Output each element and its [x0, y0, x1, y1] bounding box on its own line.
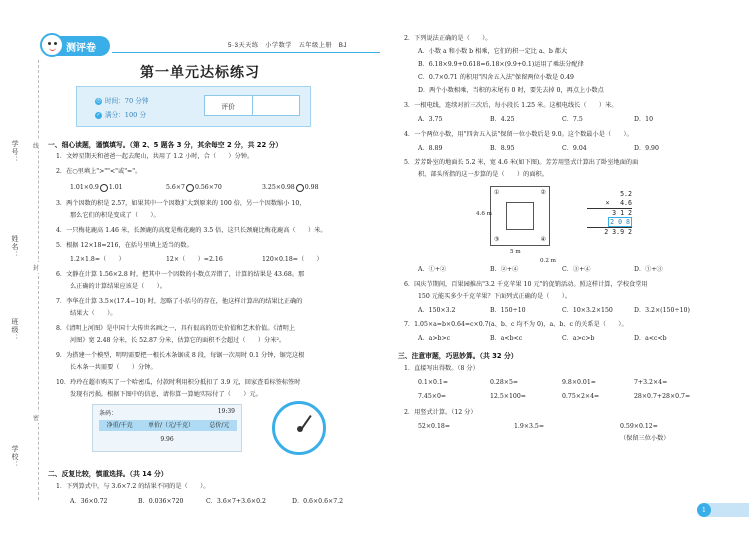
room-inner-rect — [506, 202, 534, 230]
vertical-calc: 52×0.18= — [418, 423, 451, 430]
question-10-cont: 发现有污损。根据下图中的信息，请你算一算她实际付了（ ）元。 — [70, 391, 262, 398]
option-b: B．0.036×720 — [138, 498, 184, 505]
oral-calc: 9.8×0.01= — [562, 379, 596, 386]
question-8-cont: 河图》宽 2.48 分米，长 52.87 分米，估算它的面积不会超过（ ）分米²。 — [70, 337, 286, 344]
compare-circle[interactable] — [100, 184, 108, 192]
net-weight-label: 净重/千克 — [106, 422, 133, 429]
vm-row: 2 3.9 2 — [587, 227, 632, 237]
choice-5-cont: 积，部头所指的这一步算的是（ ）的面积。 — [418, 171, 548, 178]
compare-item: 5.6×7 0.56×70 — [166, 184, 222, 191]
option-b: B．6.18×9.9+0.618=6.18×(9.9+0.1)运用了乘法分配律 — [418, 61, 584, 68]
full-score: 满分：100 分 — [105, 111, 147, 119]
compare-circle[interactable] — [296, 184, 304, 192]
option-b: B．4.25 — [490, 116, 515, 123]
choice-2: 2．下列说法正确的是（ ）。 — [404, 35, 492, 42]
option-d: D．9.90 — [634, 145, 659, 152]
oral-calc: 7+3.2×4= — [634, 379, 668, 386]
choice-1: 1．下列算式中，与 3.6×7.2 的结果不同的是（ ）。 — [56, 483, 210, 490]
total-price-label: 总价/元 — [209, 422, 230, 429]
question-3: 3．两个因数的积是 2.57，如果其中一个因数扩大到原来的 100 倍，另一个因数缩小 10， — [56, 200, 306, 207]
page-number: 1 — [697, 503, 711, 517]
school-label: 学校： — [11, 445, 19, 469]
option-b: B．8.95 — [490, 145, 515, 152]
choice-6-cont: 150 元能买多少千克苹果？下面列式正确的是（ ）。 — [418, 293, 571, 300]
question-6-cont: 么正确的计算结果应该是（ ）。 — [70, 283, 166, 290]
option-a: A．36×0.72 — [70, 498, 108, 505]
compare-item: 1.01×0.9 1.01 — [70, 184, 123, 191]
option-a: A．150×3.2 — [418, 307, 456, 314]
choice-7: 7．1.05×a=b×0.64=c×0.7(a、b、c 均不为 0)，a、b、c 的关系是（ ）。 — [404, 321, 628, 328]
clock-icon: ◷ — [96, 97, 101, 104]
section-heading: 二、反复比较，慎重选择。（共 14 分） — [48, 470, 168, 478]
vm-row-highlighted: 2 0 8 — [610, 218, 630, 226]
header-rule — [112, 52, 380, 53]
option-c: C．a>c>b — [562, 335, 595, 342]
option-c: C．10×3.2×150 — [562, 307, 613, 314]
cut-mark: 线 — [33, 140, 39, 151]
binding-line — [38, 60, 39, 500]
vm-row: 5.2 — [620, 190, 632, 198]
vertical-calc: 1.9×3.5= — [514, 423, 545, 430]
option-a: A．8.89 — [418, 145, 443, 152]
choice-6: 6．国庆节期间，百果园推出"3.2 千克苹果 10 元"的促销活动。照这样计算，学校食堂用 — [404, 281, 648, 288]
time-limit: 时间：70 分钟 — [105, 97, 149, 105]
option-b: B．150÷10 — [490, 307, 526, 314]
question-7-cont: 结果大（ ）。 — [70, 310, 117, 317]
option-d: D．10 — [634, 116, 654, 123]
option-b: B．a<b<c — [490, 335, 523, 342]
cut-mark: 密 — [33, 412, 39, 423]
section-heading: 一、细心读题，谨慎填写。（第 2、5 题各 3 分，其余每空 2 分，共 22 分） — [48, 141, 283, 149]
oral-calc: 0.28×5= — [490, 379, 519, 386]
part-1: 1．直接写出得数。（8 分） — [404, 365, 479, 372]
vm-row: 3 1 2 — [612, 209, 632, 217]
option-b: B．②+④ — [490, 266, 519, 273]
part-2: 2．用竖式计算。（12 分） — [404, 409, 477, 416]
badge-label: 测评卷 — [66, 43, 96, 54]
question-6: 6．文静在计算 1.56×2.8 时，把其中一个因数的小数点弄错了，计算的结果是 43.68。那 — [56, 271, 305, 278]
vertical-calc: 0.59×0.12≈ — [620, 423, 658, 430]
rounding-note: （保留三位小数） — [620, 435, 670, 442]
option-c: C．9.04 — [562, 145, 587, 152]
tag-value: 9.96 — [160, 436, 174, 443]
option-d: D．3.2×(150÷10) — [634, 307, 690, 314]
section-heading: 三、注意审题，巧思妙算。（共 32 分） — [398, 352, 518, 360]
question-8: 8．《清明上河图》是中国十大传世名画之一，具有很高的历史价值和艺术价值。《清明上 — [56, 325, 296, 332]
region-label: ① — [494, 189, 500, 196]
room-diagram — [490, 186, 550, 246]
fill-item: 1.2×1.8=（ ） — [70, 256, 125, 263]
region-label: ③ — [494, 236, 500, 243]
page-title: 第一单元达标练习 — [140, 65, 260, 81]
oral-calc: 7.45×0= — [418, 393, 447, 400]
option-c: C．3.6×7+3.6×0.2 — [206, 498, 266, 505]
option-d: D．①+③ — [634, 266, 663, 273]
barcode-label: 条码： — [99, 410, 118, 417]
choice-4: 4．一个两位小数，用"四舍五入法"保留一位小数后是 9.0。这个数最小是（ ）。 — [404, 131, 633, 138]
name-label: 姓名： — [11, 235, 19, 259]
option-a: A．a>b>c — [418, 335, 451, 342]
oral-calc: 0.1×0.1= — [418, 379, 449, 386]
region-label: ④ — [540, 236, 546, 243]
width-label: 4.6 m — [476, 211, 492, 217]
question-7: 7．李华在计算 3.5×(17.4−10) 时，忽略了小括号的存在，他这样计算出的结果比正确的 — [56, 298, 303, 305]
option-a: A．①+② — [418, 266, 447, 273]
cut-mark: 封 — [33, 262, 39, 273]
region-label: ② — [540, 189, 546, 196]
compare-circle[interactable] — [186, 184, 194, 192]
option-d: D．两个小数相乘，当积的末尾有 0 时，要先去掉 0，再点上小数点 — [418, 87, 604, 94]
fill-item: 120×0.18=（ ） — [262, 256, 323, 263]
length-label: 5 m — [510, 249, 521, 255]
price-tag — [92, 404, 242, 452]
vertical-multiplication — [587, 190, 632, 237]
grade-cell[interactable] — [253, 96, 300, 115]
question-5: 5．根据 12×18=216，在括号里填上适当的数。 — [56, 242, 193, 249]
unit-price-label: 单价/（元/千克） — [147, 422, 195, 429]
question-4: 4．一只梅花鹿高 1.46 米，长颈鹿的高度是梅花鹿的 3.5 倍，这只长颈鹿比梅花鹿高（ ）米。 — [56, 227, 327, 234]
question-10: 10．玲玲在超市购买了一个哈密瓜，付款时利用积分抵扣了 3.9 元，回家查看标签标签时 — [56, 379, 301, 386]
vm-row: × 4.6 — [587, 199, 632, 209]
exam-info-box — [76, 86, 311, 127]
tag-time: 19:39 — [217, 408, 235, 415]
compare-item: 3.25×0.98 0.98 — [262, 184, 319, 191]
option-d: D．a<c<b — [634, 335, 667, 342]
question-9-cont: 长木条一共需要（ ）分钟。 — [70, 364, 157, 371]
option-c: C．③+④ — [562, 266, 591, 273]
question-9: 9．为搭建一个模型，明明需要把一根长木条锯成 8 段，每锯一次用时 0.1 分钟，锯完这根 — [56, 352, 305, 359]
class-label: 班级： — [11, 318, 19, 342]
choice-3: 3．一根电线，连续对折三次后，每小段长 1.25 米。这根电线长（ ）米。 — [404, 102, 618, 109]
series-label: 5·3天天练 小学数学 五年级上册 BJ — [228, 42, 347, 49]
question-1: 1．文婷星期天和爸爸一起去爬山，共用了 1.2 小时，合（ ）分钟。 — [56, 153, 254, 160]
option-a: A．3.75 — [418, 116, 443, 123]
option-c: C．0.7×0.71 的积用"四舍五入法"保留两位小数是 0.49 — [418, 74, 574, 81]
oral-calc: 28×0.7+28×0.7= — [634, 393, 691, 400]
grade-label: 评价 — [205, 96, 253, 115]
fill-item: 12×（ ）=2.16 — [166, 256, 223, 263]
option-d: D．0.6×0.6×7.2 — [292, 498, 344, 505]
score-icon: ✓ — [96, 111, 101, 118]
oral-calc: 12.5×100= — [490, 393, 526, 400]
student-number-label: 学号： — [11, 140, 19, 164]
mascot-icon — [40, 33, 64, 57]
question-3-cont: 那么它们的积是变成了（ ）。 — [70, 212, 160, 219]
question-2: 2．在○里填上">""<"或"="。 — [56, 168, 142, 175]
option-a: A．小数 a 和小数 b 相乘，它们的积一定比 a、b 都大 — [418, 48, 568, 55]
grade-table — [204, 95, 300, 116]
option-c: C．7.5 — [562, 116, 583, 123]
scale-dial-icon — [272, 401, 326, 455]
oral-calc: 0.75×2×4= — [562, 393, 600, 400]
border-label: 0.2 m — [540, 258, 556, 264]
choice-5: 5．芳芳卧室的地面长 5.2 米，宽 4.6 米(如下图)。芳芳用竖式计算出了卧室地面的面 — [404, 159, 639, 166]
